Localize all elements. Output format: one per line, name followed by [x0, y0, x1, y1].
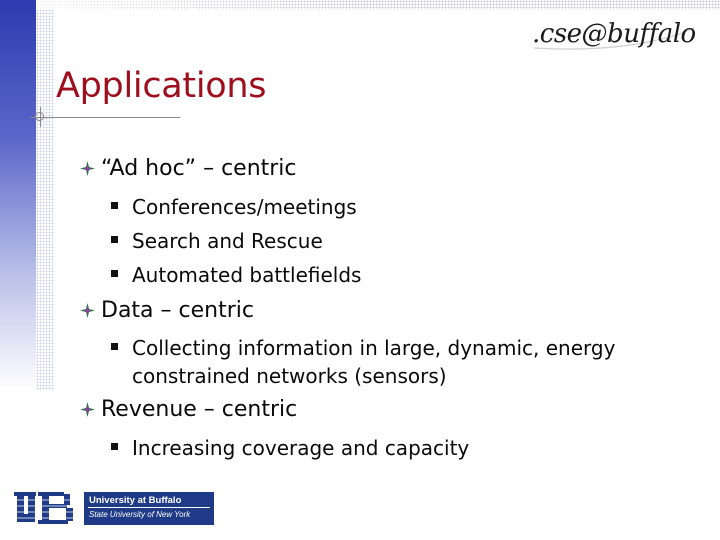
- square-bullet-icon: [111, 443, 118, 450]
- item-conferences: Conferences/meetings: [132, 195, 357, 219]
- compass-star-icon: [80, 161, 95, 176]
- svg-text:.cse@buffalo: .cse@buffalo: [532, 19, 696, 49]
- ub-name: University at Buffalo: [89, 495, 182, 506]
- title-crosshair-circle: [35, 112, 44, 121]
- compass-star-icon: [80, 402, 95, 417]
- square-bullet-icon: [111, 343, 118, 350]
- square-bullet-icon: [111, 202, 118, 209]
- bullet-level1-revenue: [80, 397, 297, 422]
- bullet-level1-data: [80, 298, 254, 323]
- heading-adhoc-centric: “Ad hoc” – centric: [101, 156, 297, 181]
- ub-wordmark: [84, 492, 214, 525]
- ub-wordmark-divider: [88, 507, 210, 508]
- list-item: [111, 334, 692, 390]
- item-collecting-info: Collecting information in large, dynamic, energy constrained networks (sensors): [132, 336, 616, 388]
- list-item: [111, 261, 692, 289]
- square-bullet-icon: [111, 270, 118, 277]
- item-coverage-capacity: Increasing coverage and capacity: [132, 436, 470, 460]
- list-item: [111, 434, 692, 462]
- list-item: [111, 193, 692, 221]
- left-gradient-band: [0, 0, 36, 390]
- heading-data-centric: Data – centric: [101, 298, 254, 323]
- item-battlefields: Automated battlefields: [132, 263, 362, 287]
- compass-star-icon: [80, 303, 95, 318]
- left-checker-texture: [36, 0, 54, 390]
- title-underline: [30, 117, 180, 118]
- bullet-level1-adhoc: [80, 156, 297, 181]
- ub-logo-icon: [12, 490, 78, 526]
- slide-title: Applications: [56, 66, 267, 106]
- heading-revenue-centric: Revenue – centric: [101, 397, 298, 422]
- cse-buffalo-logo: [528, 8, 698, 64]
- ub-subtitle: State University of New York: [89, 510, 191, 519]
- item-search-rescue: Search and Rescue: [132, 229, 323, 253]
- list-item: [111, 227, 692, 255]
- square-bullet-icon: [111, 236, 118, 243]
